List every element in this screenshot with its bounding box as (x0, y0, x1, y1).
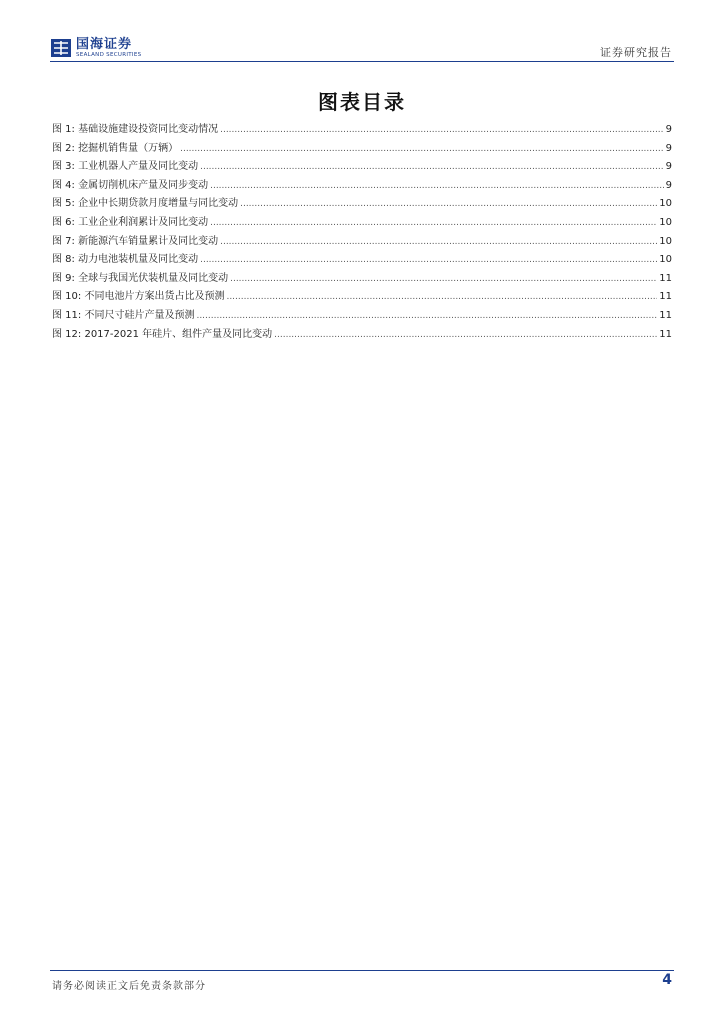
toc-entry[interactable] (52, 287, 672, 306)
toc-entry[interactable] (52, 325, 672, 344)
toc-entry-label: 图 12: 2017-2021 年硅片、组件产量及同比变动 (52, 328, 273, 340)
toc-entry[interactable] (52, 250, 672, 269)
toc-dot-leader (220, 237, 657, 247)
toc-entry-label: 图 6: 工业企业利润累计及同比变动 (52, 216, 209, 228)
logo-cn-text: 国海证券 (76, 36, 133, 52)
toc-dot-leader (230, 274, 657, 284)
footer-disclaimer: 请务必阅读正文后免责条款部分 (52, 981, 206, 992)
toc-entry-label: 图 8: 动力电池装机量及同比变动 (52, 254, 199, 266)
toc-entry-page: 10 (659, 198, 672, 210)
figure-toc-list (52, 120, 672, 343)
toc-entry-page: 9 (665, 161, 672, 173)
toc-entry-label: 图 2: 挖掘机销售量（万辆） (52, 142, 179, 154)
toc-entry[interactable] (52, 213, 672, 232)
toc-entry-page: 11 (659, 291, 672, 303)
page-number: 4 (662, 972, 672, 988)
toc-entry[interactable] (52, 120, 672, 139)
toc-entry-page: 11 (659, 328, 672, 340)
toc-entry[interactable] (52, 232, 672, 251)
toc-dot-leader (274, 330, 657, 340)
toc-entry[interactable] (52, 306, 672, 325)
toc-entry-label: 图 7: 新能源汽车销量累计及同比变动 (52, 235, 219, 247)
toc-entry-page: 10 (659, 235, 672, 247)
toc-dot-leader (210, 218, 657, 228)
page-header (50, 34, 674, 62)
toc-entry[interactable] (52, 269, 672, 288)
toc-dot-leader (226, 292, 657, 302)
toc-entry-label: 图 10: 不同电池片方案出货占比及预测 (52, 291, 225, 303)
toc-entry[interactable] (52, 157, 672, 176)
page-title: 图表目录 (318, 90, 406, 114)
toc-entry-page: 9 (665, 179, 672, 191)
toc-entry[interactable] (52, 176, 672, 195)
toc-entry-page: 9 (665, 142, 672, 154)
toc-entry-page: 11 (659, 309, 672, 321)
toc-entry-label: 图 9: 全球与我国光伏装机量及同比变动 (52, 272, 229, 284)
toc-entry[interactable] (52, 139, 672, 158)
header-divider (50, 61, 674, 62)
company-logo (50, 34, 141, 62)
toc-entry-label: 图 3: 工业机器人产量及同比变动 (52, 161, 199, 173)
toc-dot-leader (240, 199, 657, 209)
toc-entry-page: 10 (659, 216, 672, 228)
toc-dot-leader (200, 162, 664, 172)
logo-en-text: SEALAND SECURITIES (76, 51, 142, 58)
toc-entry-label: 图 11: 不同尺寸硅片产量及预测 (52, 309, 195, 321)
sealand-logo-icon (50, 38, 72, 58)
toc-entry-label: 图 5: 企业中长期贷款月度增量与同比变动 (52, 198, 239, 210)
toc-dot-leader (180, 144, 664, 154)
toc-dot-leader (210, 181, 664, 191)
toc-dot-leader (220, 125, 664, 135)
report-type-label: 证券研究报告 (600, 46, 672, 59)
toc-entry-label: 图 1: 基础设施建设投资同比变动情况 (52, 124, 219, 135)
toc-entry-label: 图 4: 金属切削机床产量及同步变动 (52, 179, 209, 191)
toc-entry-page: 11 (659, 272, 672, 284)
toc-dot-leader (196, 311, 657, 321)
footer-divider (50, 970, 674, 971)
toc-dot-leader (200, 255, 657, 265)
toc-entry-page: 10 (659, 254, 672, 266)
toc-entry[interactable] (52, 194, 672, 213)
toc-entry-page: 9 (665, 124, 672, 135)
